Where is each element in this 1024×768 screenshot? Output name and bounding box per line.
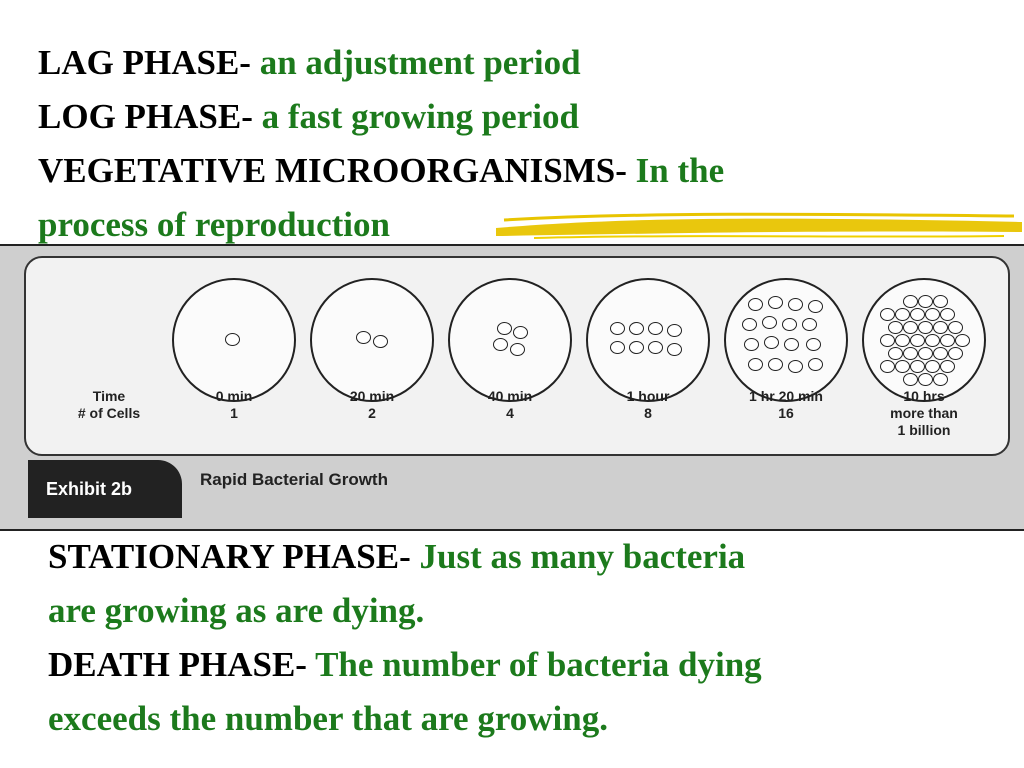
bacterium bbox=[933, 347, 948, 360]
dish-label bbox=[862, 388, 986, 439]
bacterium bbox=[513, 326, 528, 339]
dish-label bbox=[724, 388, 848, 422]
bacterium bbox=[667, 343, 682, 356]
petri-dish bbox=[586, 278, 710, 402]
bacterium bbox=[788, 298, 803, 311]
bacterium bbox=[888, 321, 903, 334]
death-phase-line-cont bbox=[48, 692, 608, 746]
bacterium bbox=[903, 321, 918, 334]
bacterium bbox=[880, 334, 895, 347]
dish-count: 4 bbox=[506, 405, 514, 421]
bacterium bbox=[610, 341, 625, 354]
bacterium bbox=[940, 360, 955, 373]
bacterium bbox=[910, 360, 925, 373]
lag-phase-term: LAG PHASE- bbox=[38, 43, 251, 82]
dish-label bbox=[586, 388, 710, 422]
exhibit-figure bbox=[0, 244, 1024, 531]
bacterium bbox=[895, 360, 910, 373]
bacterium bbox=[225, 333, 240, 346]
growth-panel bbox=[24, 256, 1010, 456]
dish-time: 1 hr 20 min bbox=[749, 388, 823, 404]
bacterium bbox=[880, 308, 895, 321]
bacterium bbox=[648, 322, 663, 335]
vegetative-term: VEGETATIVE MICROORGANISMS- bbox=[38, 151, 627, 190]
petri-dish bbox=[310, 278, 434, 402]
log-phase-line bbox=[38, 90, 579, 144]
bacterium bbox=[762, 316, 777, 329]
bacterium bbox=[648, 341, 663, 354]
petri-dish bbox=[172, 278, 296, 402]
bacterium bbox=[895, 334, 910, 347]
petri-dish bbox=[724, 278, 848, 402]
bacterium bbox=[925, 308, 940, 321]
stationary-phase-term: STATIONARY PHASE- bbox=[48, 537, 411, 576]
petri-dish bbox=[448, 278, 572, 402]
row-labels bbox=[64, 388, 154, 422]
dish-count: 1 bbox=[230, 405, 238, 421]
bacterium bbox=[764, 336, 779, 349]
bacterium bbox=[667, 324, 682, 337]
bacterium bbox=[933, 321, 948, 334]
bacterium bbox=[768, 296, 783, 309]
bacterium bbox=[493, 338, 508, 351]
bacterium bbox=[356, 331, 371, 344]
death-phase-term: DEATH PHASE- bbox=[48, 645, 307, 684]
dish-count: more than bbox=[890, 405, 958, 421]
bacterium bbox=[808, 358, 823, 371]
bacterium bbox=[497, 322, 512, 335]
bacterium bbox=[903, 373, 918, 386]
bacterium bbox=[888, 347, 903, 360]
bacterium bbox=[806, 338, 821, 351]
dish-time: 1 hour bbox=[626, 388, 670, 404]
death-phase-desc-cont: exceeds the number that are growing. bbox=[48, 699, 608, 738]
bacterium bbox=[880, 360, 895, 373]
dish-time: 20 min bbox=[349, 388, 395, 404]
dish-time: 10 hrs bbox=[903, 388, 945, 404]
dish-count-cont: 1 billion bbox=[897, 422, 951, 438]
bacterium bbox=[918, 321, 933, 334]
bacterium bbox=[940, 308, 955, 321]
bacterium bbox=[933, 295, 948, 308]
bacterium bbox=[748, 298, 763, 311]
bacterium bbox=[802, 318, 817, 331]
bacterium bbox=[510, 343, 525, 356]
bacterium bbox=[955, 334, 970, 347]
bacterium bbox=[895, 308, 910, 321]
bacterium bbox=[940, 334, 955, 347]
lag-phase-desc: an adjustment period bbox=[250, 43, 581, 82]
stationary-phase-line-cont bbox=[48, 584, 424, 638]
bacterium bbox=[903, 295, 918, 308]
stationary-phase-desc-cont: are growing as are dying. bbox=[48, 591, 425, 630]
vegetative-desc-cont: process of reproduction bbox=[38, 205, 390, 244]
bacterium bbox=[788, 360, 803, 373]
exhibit-caption: Rapid Bacterial Growth bbox=[200, 470, 388, 489]
bacterium bbox=[933, 373, 948, 386]
dish-label bbox=[172, 388, 296, 422]
bacterium bbox=[948, 347, 963, 360]
bacterium bbox=[925, 360, 940, 373]
death-phase-line bbox=[48, 638, 762, 692]
bacterium bbox=[610, 322, 625, 335]
bacterium bbox=[903, 347, 918, 360]
stationary-phase-line bbox=[48, 530, 745, 584]
stationary-phase-desc: Just as many bacteria bbox=[410, 537, 746, 576]
dish-label bbox=[310, 388, 434, 422]
bacterium bbox=[742, 318, 757, 331]
bacterium bbox=[948, 321, 963, 334]
vegetative-desc: In the bbox=[626, 151, 725, 190]
dish-time: 40 min bbox=[487, 388, 533, 404]
time-label: Time bbox=[92, 388, 126, 404]
bacterium bbox=[629, 341, 644, 354]
bacterium bbox=[925, 334, 940, 347]
bacterium bbox=[808, 300, 823, 313]
dish-count: 2 bbox=[368, 405, 376, 421]
bacterium bbox=[373, 335, 388, 348]
dish-count: 16 bbox=[778, 405, 794, 421]
dish-label bbox=[448, 388, 572, 422]
dish-time: 0 min bbox=[215, 388, 253, 404]
log-phase-desc: a fast growing period bbox=[252, 97, 579, 136]
bacterium bbox=[918, 373, 933, 386]
bacterium bbox=[782, 318, 797, 331]
log-phase-term: LOG PHASE- bbox=[38, 97, 253, 136]
bacterium bbox=[784, 338, 799, 351]
bacterium bbox=[768, 358, 783, 371]
exhibit-tag: Exhibit 2b bbox=[28, 460, 182, 518]
bacterium bbox=[910, 308, 925, 321]
petri-dish-crowded bbox=[862, 278, 986, 402]
bacterium bbox=[910, 334, 925, 347]
bacterium bbox=[744, 338, 759, 351]
highlighter-stroke bbox=[494, 208, 1024, 240]
vegetative-line bbox=[38, 144, 724, 198]
bacterium bbox=[629, 322, 644, 335]
bacterium bbox=[918, 295, 933, 308]
cells-label: # of Cells bbox=[77, 405, 141, 421]
death-phase-desc: The number of bacteria dying bbox=[306, 645, 762, 684]
bacterium bbox=[918, 347, 933, 360]
bacterium bbox=[748, 358, 763, 371]
lag-phase-line bbox=[38, 36, 581, 90]
dish-count: 8 bbox=[644, 405, 652, 421]
